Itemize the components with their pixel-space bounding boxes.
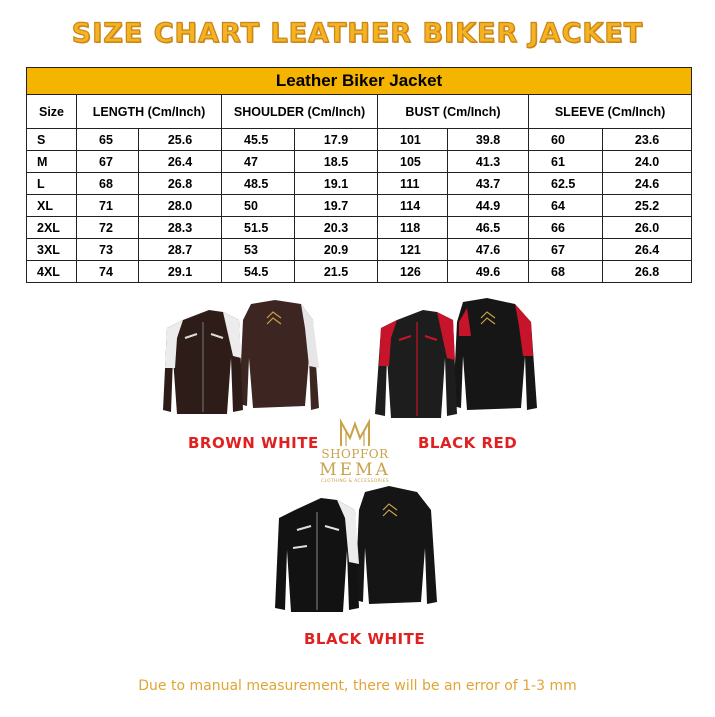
- table-banner: Leather Biker Jacket: [27, 68, 692, 95]
- logo-line-3: CLOTHING & ACCESSORIES: [321, 479, 389, 484]
- caption-black-red: BLACK RED: [418, 434, 518, 452]
- value-cell: 43.7: [448, 173, 529, 195]
- value-cell: 17.9: [295, 129, 378, 151]
- value-cell: 25.2: [603, 195, 692, 217]
- header-length: LENGTH (Cm/Inch): [77, 95, 222, 129]
- value-cell: 26.4: [139, 151, 222, 173]
- value-cell: 47: [222, 151, 295, 173]
- size-cell: XL: [27, 195, 77, 217]
- value-cell: 126: [378, 261, 448, 283]
- value-cell: 19.1: [295, 173, 378, 195]
- brown-white-jacket-image: [163, 298, 323, 420]
- page-title: SIZE CHART LEATHER BIKER JACKET: [71, 18, 644, 49]
- value-cell: 19.7: [295, 195, 378, 217]
- value-cell: 71: [77, 195, 139, 217]
- value-cell: 28.7: [139, 239, 222, 261]
- jacket-front: [275, 498, 359, 612]
- value-cell: 39.8: [448, 129, 529, 151]
- value-cell: 60: [529, 129, 603, 151]
- value-cell: 67: [529, 239, 603, 261]
- value-cell: 50: [222, 195, 295, 217]
- value-cell: 105: [378, 151, 448, 173]
- header-size: Size: [27, 95, 77, 129]
- size-cell: S: [27, 129, 77, 151]
- value-cell: 26.0: [603, 217, 692, 239]
- jacket-back: [239, 300, 319, 410]
- value-cell: 28.3: [139, 217, 222, 239]
- table-row: [27, 195, 692, 217]
- table-row: [27, 129, 692, 151]
- header-sleeve: SLEEVE (Cm/Inch): [529, 95, 692, 129]
- table-row: [27, 151, 692, 173]
- caption-black-white: BLACK WHITE: [304, 630, 426, 648]
- jacket-back: [453, 298, 537, 410]
- value-cell: 62.5: [529, 173, 603, 195]
- size-cell: L: [27, 173, 77, 195]
- black-white-jacket-image: [273, 484, 441, 616]
- value-cell: 114: [378, 195, 448, 217]
- value-cell: 47.6: [448, 239, 529, 261]
- value-cell: 24.6: [603, 173, 692, 195]
- measurement-footnote: Due to manual measurement, there will be an error of 1-3 mm: [138, 678, 577, 694]
- caption-brown-white: BROWN WHITE: [188, 434, 319, 452]
- table-header-row: [27, 95, 692, 129]
- value-cell: 48.5: [222, 173, 295, 195]
- table-row: [27, 173, 692, 195]
- value-cell: 72: [77, 217, 139, 239]
- value-cell: 29.1: [139, 261, 222, 283]
- value-cell: 67: [77, 151, 139, 173]
- header-shoulder: SHOULDER (Cm/Inch): [222, 95, 378, 129]
- value-cell: 26.8: [603, 261, 692, 283]
- value-cell: 64: [529, 195, 603, 217]
- value-cell: 21.5: [295, 261, 378, 283]
- value-cell: 68: [77, 173, 139, 195]
- value-cell: 24.0: [603, 151, 692, 173]
- size-cell: M: [27, 151, 77, 173]
- jacket-back: [355, 486, 437, 604]
- logo-line-2: MEMA: [319, 460, 391, 480]
- shopformema-logo: [305, 418, 405, 485]
- value-cell: 46.5: [448, 217, 529, 239]
- value-cell: 41.3: [448, 151, 529, 173]
- value-cell: 49.6: [448, 261, 529, 283]
- value-cell: 65: [77, 129, 139, 151]
- jacket-front: [163, 310, 243, 414]
- value-cell: 74: [77, 261, 139, 283]
- black-red-jacket-image: [375, 296, 540, 424]
- value-cell: 20.9: [295, 239, 378, 261]
- value-cell: 101: [378, 129, 448, 151]
- value-cell: 73: [77, 239, 139, 261]
- value-cell: 28.0: [139, 195, 222, 217]
- size-cell: 3XL: [27, 239, 77, 261]
- value-cell: 51.5: [222, 217, 295, 239]
- value-cell: 18.5: [295, 151, 378, 173]
- jacket-front: [375, 310, 457, 418]
- header-bust: BUST (Cm/Inch): [378, 95, 529, 129]
- value-cell: 68: [529, 261, 603, 283]
- size-cell: 2XL: [27, 217, 77, 239]
- size-cell: 4XL: [27, 261, 77, 283]
- logo-line-1: SHOPFOR: [321, 447, 389, 461]
- value-cell: 61: [529, 151, 603, 173]
- value-cell: 20.3: [295, 217, 378, 239]
- value-cell: 45.5: [222, 129, 295, 151]
- value-cell: 54.5: [222, 261, 295, 283]
- table-row: [27, 217, 692, 239]
- value-cell: 66: [529, 217, 603, 239]
- value-cell: 23.6: [603, 129, 692, 151]
- value-cell: 121: [378, 239, 448, 261]
- table-row: [27, 239, 692, 261]
- table-row: [27, 261, 692, 283]
- value-cell: 26.8: [139, 173, 222, 195]
- value-cell: 26.4: [603, 239, 692, 261]
- value-cell: 53: [222, 239, 295, 261]
- value-cell: 44.9: [448, 195, 529, 217]
- value-cell: 118: [378, 217, 448, 239]
- value-cell: 25.6: [139, 129, 222, 151]
- size-chart-table: [26, 67, 692, 283]
- logo-mark-icon: [338, 418, 372, 448]
- value-cell: 111: [378, 173, 448, 195]
